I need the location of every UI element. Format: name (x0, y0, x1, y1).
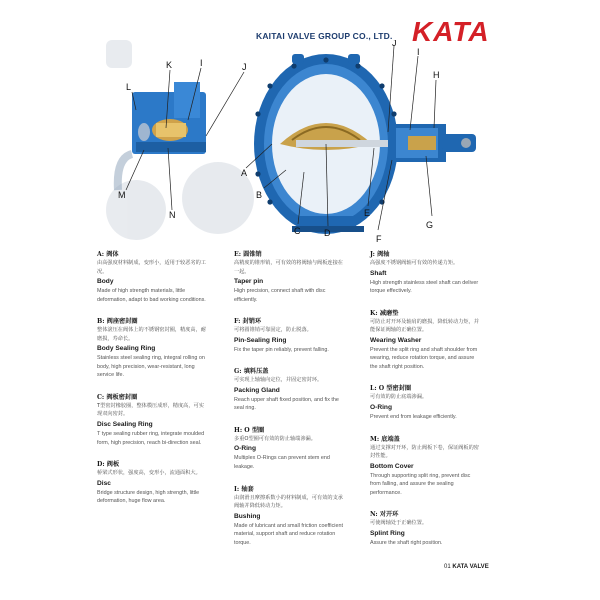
part-title-zh: N: 对开环 (370, 511, 399, 519)
part-desc-zh: 可实现上轴轴向定位，并固定密封环。 (234, 377, 323, 384)
label-m: M (118, 190, 126, 200)
label-g: G (426, 220, 434, 230)
part-title-en: O-Ring (234, 445, 256, 453)
part-title-en: Disc Sealing Ring (97, 420, 153, 428)
label-j: J (392, 40, 397, 48)
part-desc-zh: 可有效的防止底端渗漏。 (370, 394, 428, 401)
part-title-zh: D: 阀板 (97, 461, 120, 469)
part-title-zh: G: 填料压盖 (234, 368, 269, 376)
part-title-en: O-Ring (370, 403, 392, 411)
part-desc-en: High precision, connect shaft with disc efficiently. (234, 288, 326, 303)
label-e: E (364, 208, 371, 218)
part-title-zh: H: O 型圈 (234, 426, 265, 434)
part-title-zh: L: O 型密封圈 (370, 385, 412, 393)
parts-column-3 (370, 250, 482, 560)
label-j-left: J (242, 62, 247, 72)
parts-column-1 (97, 250, 209, 519)
part-title-zh: J: 阀轴 (370, 251, 390, 258)
part-desc-en: Reach upper shaft fixed position, and fix the seal ring. (234, 396, 339, 412)
part-title-zh: C: 阀板密封圈 (97, 393, 138, 401)
label-k: K (166, 60, 173, 70)
part-desc-zh: 由高强度材料制成，变形小，适用于较恶劣的工况。 (97, 260, 206, 275)
part-item (97, 250, 209, 304)
part-desc-en: Through supporting split ring, prevent disc from falling, and assure the sealing performance. (370, 472, 471, 496)
label-d: D (324, 228, 331, 238)
part-desc-zh: 可防止对开环及轴肩的磨损，降低转动力矩，并能保证阀轴的正确位置。 (370, 318, 479, 334)
part-desc-zh: 由润滑且摩擦系数小的材料制成，可有效的支承阀轴并降低转动力矩。 (234, 494, 343, 510)
part-title-en: Body (97, 278, 114, 285)
part-title-zh: A: 阀体 (97, 251, 119, 258)
part-title-en: Splint Ring (370, 529, 405, 537)
part-title-zh: B: 阀座密封圈 (97, 318, 138, 326)
label-a: A (241, 168, 248, 178)
part-title-en: Body Sealing Ring (97, 345, 156, 353)
valve-illustration (96, 40, 516, 252)
label-i-left: I (200, 58, 203, 68)
part-title-en: Pin-Sealing Ring (234, 336, 287, 344)
brand-logo: KATA (412, 16, 490, 47)
part-item (234, 426, 346, 472)
part-title-en: Wearing Washer (370, 336, 422, 344)
part-desc-en: Prevent end from leakage efficiently. (370, 413, 457, 420)
part-title-zh: K: 减磨垫 (370, 309, 399, 317)
part-item (234, 250, 346, 304)
part-title-zh: M: 底端盖 (370, 435, 400, 443)
part-title-zh: I: 轴套 (234, 485, 254, 493)
parts-column-2 (234, 250, 346, 560)
part-item (97, 460, 209, 506)
part-desc-en: Fix the taper pin reliably, prevent falling. (234, 346, 329, 353)
part-desc-zh: 可将圆锥销可靠固定，防止脱落。 (234, 327, 312, 334)
part-desc-en: High strength stainless steel shaft can deliver torque effectively. (370, 279, 479, 295)
label-h: H (433, 70, 440, 80)
valve-cutaway-figure (96, 40, 516, 252)
part-item (370, 384, 482, 421)
footer-title: KATA VALVE (452, 564, 489, 570)
part-item (370, 309, 482, 372)
part-item (97, 317, 209, 380)
part-desc-zh: T型密封橡胶圈，整体模压成形，精度高，可实现双向密封。 (97, 402, 204, 418)
part-desc-zh: 高强度不锈钢阀轴可有效的传递力矩。 (370, 260, 459, 266)
part-item (234, 317, 346, 354)
part-title-zh: E: 圆锥销 (234, 251, 262, 258)
part-desc-zh: 高精度的锥形销，可有效的将阀轴与阀板连接在一起。 (234, 260, 343, 275)
part-desc-zh: 多重O型圈可有效的防止轴端渗漏。 (234, 435, 316, 442)
part-item (370, 435, 482, 498)
part-item (97, 393, 209, 447)
part-item (234, 367, 346, 413)
part-title-en: Shaft (370, 269, 387, 277)
label-n: N (169, 210, 176, 220)
part-desc-zh: 桥梁式形状，强度高，变形小，流通面积大。 (97, 470, 201, 477)
part-desc-zh: 通过支撑对开环，防止阀板下卷，保证阀板的密封性能。 (370, 444, 479, 460)
part-title-en: Disc (97, 479, 111, 487)
part-title-en: Bushing (234, 512, 261, 520)
label-l: L (126, 82, 132, 92)
label-i: I (417, 47, 420, 57)
part-desc-en: Stainless steel sealing ring, integral rolling on body, high precision, wear-resistant, long service life. (97, 355, 205, 379)
part-desc-en: Multiplex O-Rings can prevent stem end leakage. (234, 455, 330, 471)
part-item (234, 485, 346, 548)
page-footer (444, 564, 489, 570)
part-desc-en: Made of lubricant and small friction coefficient material, support shaft and reduce rotation torque. (234, 522, 343, 546)
label-f: F (376, 234, 382, 244)
company-name: KAITAI VALVE GROUP CO., LTD. (256, 31, 393, 41)
label-c: C (294, 226, 301, 236)
part-title-en: Packing Gland (234, 386, 280, 394)
part-title-en: Bottom Cover (370, 462, 414, 470)
part-desc-en: Bridge structure design, high strength, little deformation, huge flow area. (97, 489, 200, 505)
part-desc-en: Assure the shaft right position. (370, 539, 443, 546)
part-desc-en: T type sealing rubber ring, integrate moulded form, high precision, reach bi-direction seal. (97, 430, 205, 446)
part-desc-zh: 整体滚压在阀体上的不锈钢密封圈，精度高，耐磨损，寿命长。 (97, 327, 206, 342)
label-b: B (256, 190, 263, 200)
part-desc-en: Prevent the split ring and shaft shoulder from wearing, reduce rotation torque, and assure the shaft right position. (370, 346, 478, 370)
part-item (370, 250, 482, 296)
part-desc-en: Made of high strength materials, little deformation, adapt to bad working conditions. (97, 288, 206, 303)
part-desc-zh: 可使阀轴处于正确位置。 (370, 520, 428, 527)
part-title-zh: F: 封销环 (234, 318, 262, 326)
part-title-en: Taper pin (234, 278, 264, 285)
part-item (370, 510, 482, 547)
page-number: 01 (444, 564, 451, 570)
